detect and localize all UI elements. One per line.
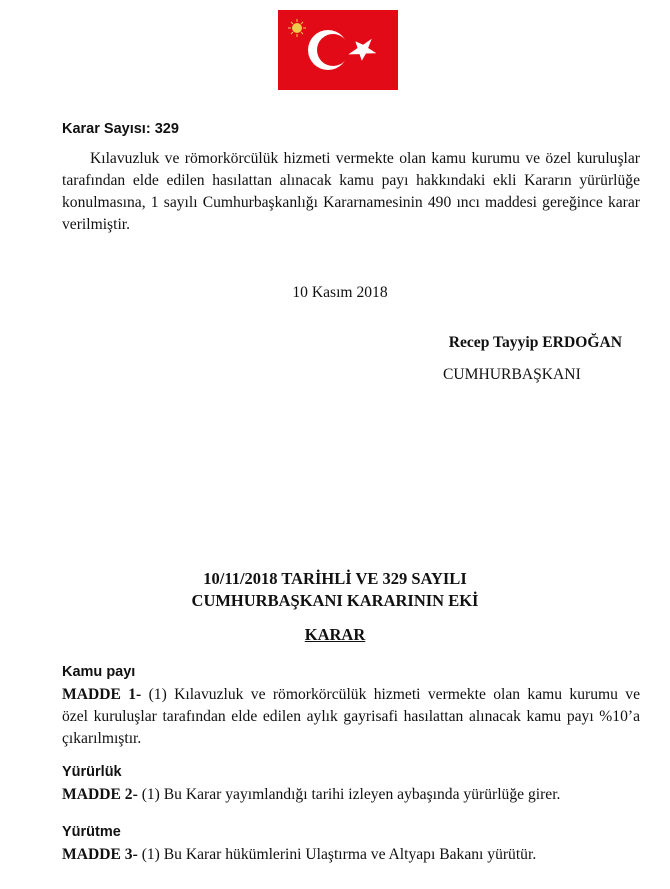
preamble-paragraph — [62, 148, 640, 236]
article-2-title: Yürürlük — [62, 764, 122, 780]
article-3-line — [62, 844, 640, 866]
article-2-body — [62, 784, 640, 806]
article-1-body — [62, 684, 640, 750]
decision-date: 10 Kasım 2018 — [292, 284, 388, 301]
preamble-line: konulmasına, 1 sayılı Cumhurbaşkanlığı Kararnamesinin 490 ıncı maddesi gereğince karar — [62, 194, 640, 211]
article-1-line — [62, 684, 640, 706]
article-1-title: Kamu payı — [62, 664, 136, 680]
article-3-label: MADDE 3- — [62, 846, 138, 863]
flag-icon — [278, 10, 398, 90]
article-1-text: (1) Kılavuzluk ve römorkörcülük hizmeti vermekte olan kamu kurumu ve — [141, 686, 640, 703]
article-3-title: Yürütme — [62, 824, 121, 840]
decision-number: Karar Sayısı: 329 — [62, 121, 179, 137]
article-1-label: MADDE 1- — [62, 686, 142, 703]
article-2-text: (1) Bu Karar yayımlandığı tarihi izleyen aybaşında yürürlüğe girer. — [137, 786, 561, 803]
article-3-body — [62, 844, 640, 866]
preamble-line: Kılavuzluk ve römorkörcülük hizmeti vermekte olan kamu kurumu ve özel kuruluşlar — [90, 150, 640, 167]
article-2-label: MADDE 2- — [62, 786, 138, 803]
turkish-flag-image — [278, 10, 398, 90]
article-1-line: çıkarılmıştır. — [62, 730, 142, 747]
preamble-line: tarafından elde edilen hasılattan alınacak kamu payı hakkındaki ekli Kararın yürürlüğe — [62, 172, 640, 189]
signatory-name: Recep Tayyip ERDOĞAN — [448, 334, 622, 351]
preamble-line: verilmiştir. — [62, 216, 131, 233]
article-3-text: (1) Bu Karar hükümlerini Ulaştırma ve Altyapı Bakanı yürütür. — [137, 846, 537, 863]
annex-heading-line-1: 10/11/2018 TARİHLİ VE 329 SAYILI — [203, 569, 467, 588]
annex-heading-line-2: CUMHURBAŞKANI KARARININ EKİ — [191, 591, 479, 610]
annex-title: KARAR — [304, 625, 366, 644]
article-2-line — [62, 784, 640, 806]
signatory-title: CUMHURBAŞKANI — [443, 366, 581, 383]
article-1-line: özel kuruluşlar tarafından elde edilen aylık gayrisafi hasılattan alınacak kamu payı %10’a — [62, 708, 640, 725]
